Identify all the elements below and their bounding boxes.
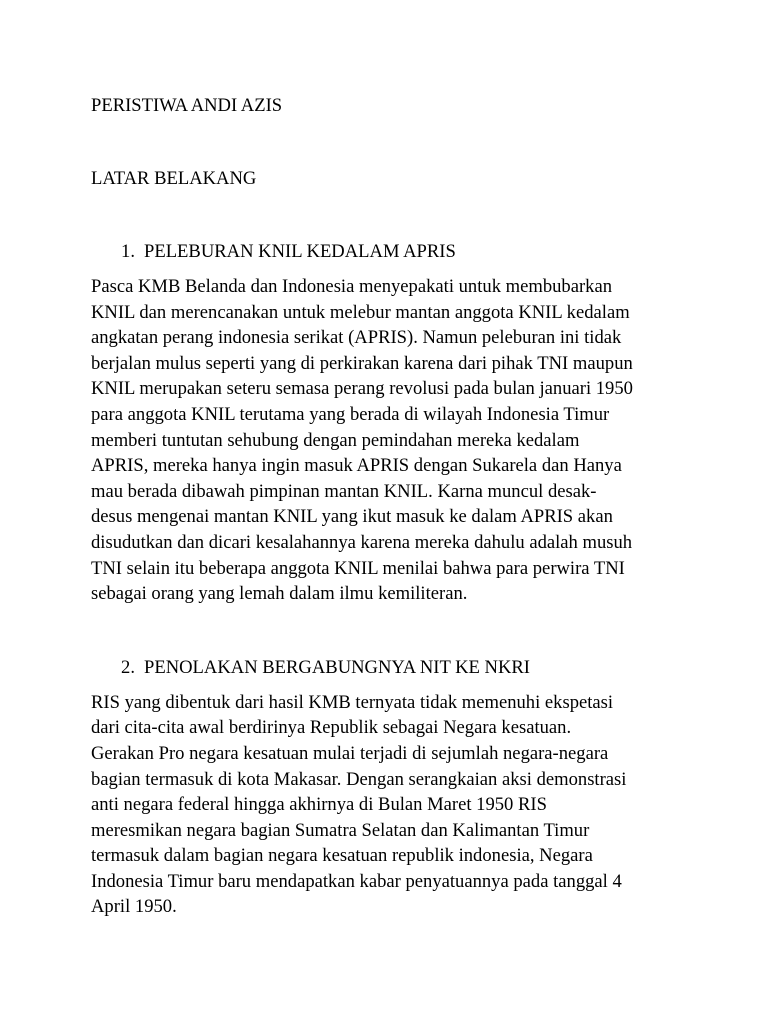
list-number: 1. xyxy=(121,241,135,262)
document-content xyxy=(91,93,691,920)
section-heading: LATAR BELAKANG xyxy=(91,168,257,189)
list-number: 2. xyxy=(121,656,135,678)
document-title: PERISTIWA ANDI AZIS xyxy=(91,95,283,116)
numbered-heading-2 xyxy=(91,655,691,681)
paragraph-1: Pasca KMB Belanda dan Indonesia menyepakati untuk membubarkan KNIL dan merencanakan untuk melebur mantan anggota KNIL kedalam angkatan perang indonesia serikat (APRIS). Namun peleburan ini tidak berjalan mulus seperti yang di perkirakan karena dari pihak TNI maupun KNIL merupakan seteru semasa perang revolusi pada bulan januari 1950 para anggota KNIL terutama yang berada di wilayah Indonesia Timur memberi tuntutan sehubung dengan pemindahan mereka kedalam APRIS, mereka hanya ingin masuk APRIS dengan Sukarela dan Hanya mau berada dibawah pimpinan mantan KNIL. Karna muncul desak- desus mengenai mantan KNIL yang ikut masuk ke dalam APRIS akan disudutkan dan dicari kesalahannya karena mereka dahulu adalah musuh TNI selain itu beberapa anggota KNIL menilai bahwa para perwira TNI sebagai orang yang lemah dalam ilmu kemiliteran. xyxy=(91,276,633,605)
list-heading-text: PENOLAKAN BERGABUNGNYA NIT KE NKRI xyxy=(144,656,530,678)
list-heading-text: PELEBURAN KNIL KEDALAM APRIS xyxy=(144,241,456,262)
paragraph-2: RIS yang dibentuk dari hasil KMB ternyata tidak memenuhi ekspetasi dari cita-cita awal berdirinya Republik sebagai Negara kesatuan. Gerakan Pro negara kesatuan mulai terjadi di sejumlah negara-negara bagian termasuk di kota Makasar. Dengan serangkaian aksi demonstrasi anti negara federal hingga akhirnya di Bulan Maret 1950 RIS meresmikan negara bagian Sumatra Selatan dan Kalimantan Timur termasuk dalam bagian negara kesatuan republik indonesia, Negara Indonesia Timur baru mendapatkan kabar penyatuannya pada tanggal 4 April 1950. xyxy=(91,691,627,918)
numbered-heading-1 xyxy=(91,239,691,265)
